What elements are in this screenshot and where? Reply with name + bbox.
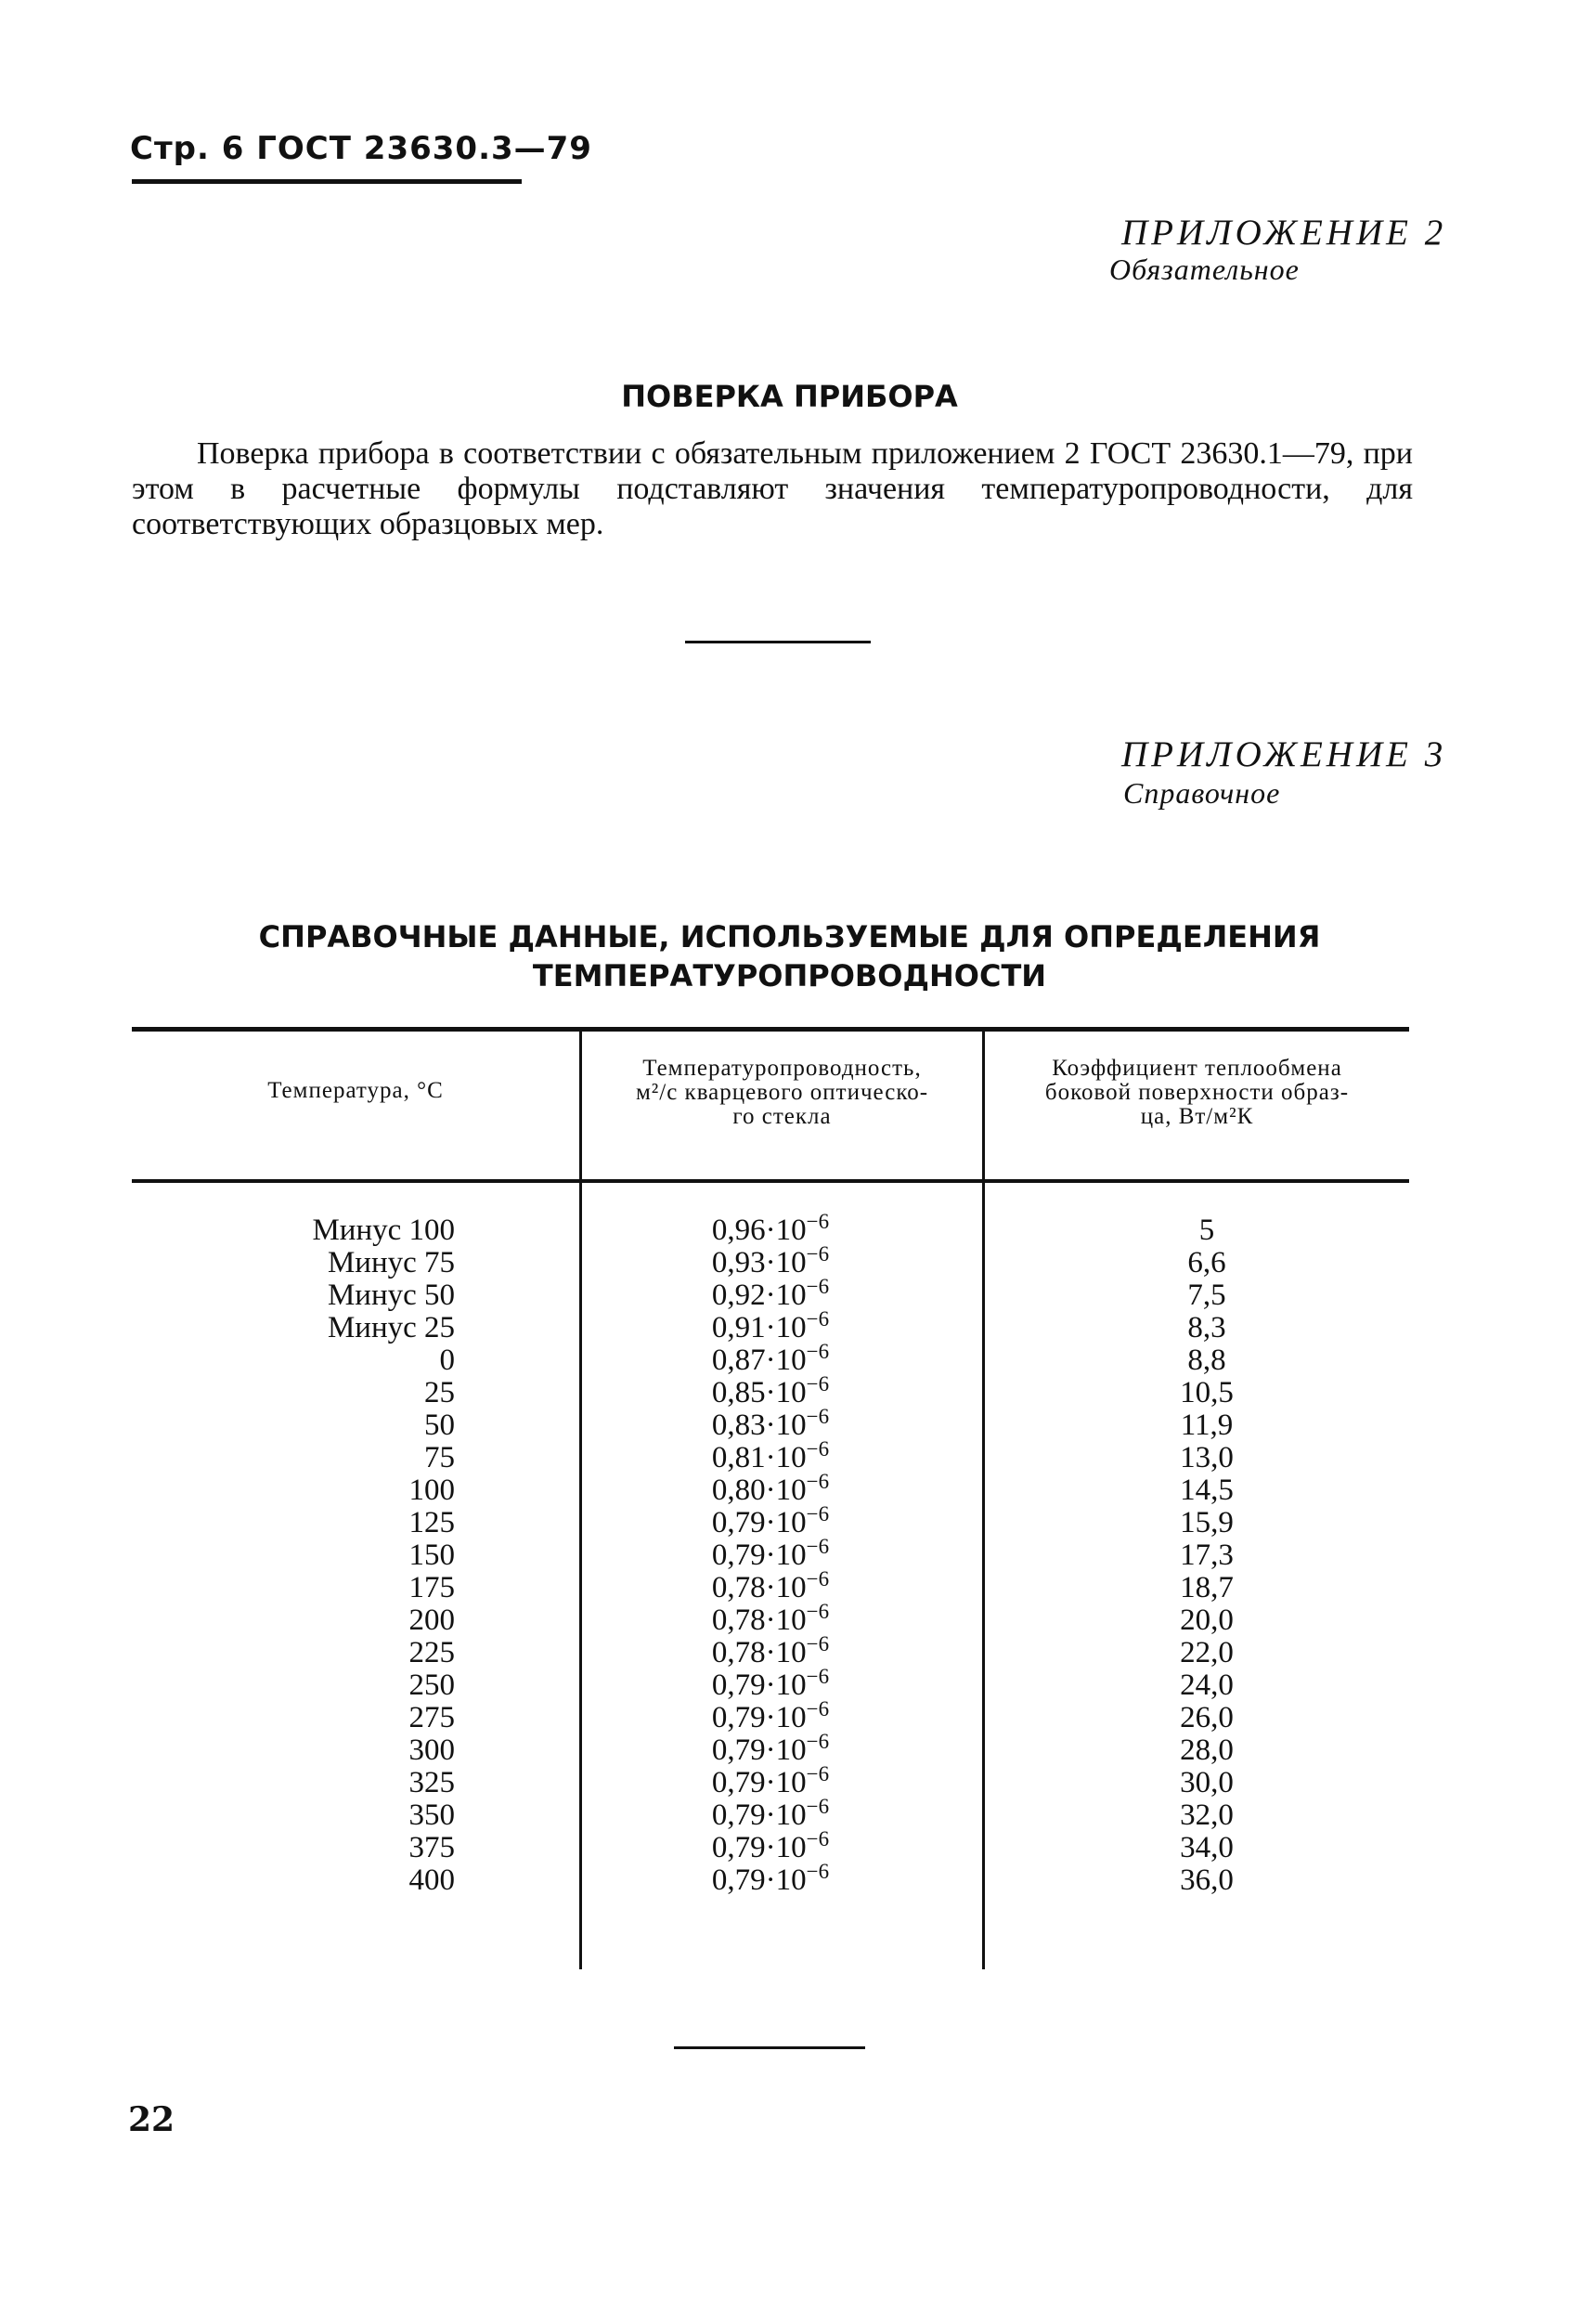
table-header-rule — [132, 1179, 1409, 1183]
diffusivity-exponent: −6 — [806, 1567, 830, 1590]
table-cell-diffusivity — [576, 1762, 965, 1799]
section-separator — [685, 641, 871, 643]
diffusivity-value: 0,79·10 — [711, 1733, 807, 1767]
diffusivity-exponent: −6 — [806, 1405, 830, 1428]
table-cell-temperature: 400 — [408, 1863, 455, 1897]
table-cell-coefficient: 28,0 — [1180, 1733, 1234, 1767]
diffusivity-exponent: −6 — [806, 1600, 830, 1623]
paragraph-text: Поверка прибора в соответствии с обязательным приложением 2 ГОСТ 23630.1—79, при этом в расчетные формулы подставляют значения температуропроводности, для соответствующих образцовых мер. — [132, 436, 1413, 541]
diffusivity-exponent: −6 — [806, 1340, 830, 1363]
diffusivity-exponent: −6 — [806, 1275, 830, 1298]
table-column-divider-2 — [982, 1032, 985, 1969]
table-cell-temperature: Минус 100 — [312, 1214, 455, 1247]
table-cell-diffusivity — [576, 1242, 965, 1279]
table-cell-temperature: 100 — [408, 1474, 455, 1507]
diffusivity-value: 0,78·10 — [711, 1603, 807, 1637]
column-header-diffusivity-line3: го стекла — [732, 1104, 832, 1129]
table-top-rule — [132, 1027, 1409, 1032]
table-cell-coefficient: 5 — [1198, 1214, 1215, 1247]
appendix2-subtitle: Обязательное — [1109, 253, 1300, 286]
appendix3-heading-line2: ТЕМПЕРАТУРОПРОВОДНОСТИ — [532, 958, 1047, 993]
diffusivity-value: 0,87·10 — [711, 1344, 807, 1377]
diffusivity-exponent: −6 — [806, 1632, 830, 1655]
table-cell-coefficient: 10,5 — [1180, 1376, 1234, 1409]
table-cell-temperature: 125 — [408, 1506, 455, 1539]
diffusivity-value: 0,83·10 — [711, 1409, 807, 1442]
running-header: Стр. 6 ГОСТ 23630.3—79 — [130, 130, 592, 167]
table-cell-temperature: 350 — [408, 1798, 455, 1832]
diffusivity-value: 0,96·10 — [711, 1214, 807, 1247]
table-cell-coefficient: 26,0 — [1180, 1701, 1234, 1734]
table-cell-diffusivity — [576, 1600, 965, 1637]
coefficient-column — [1003, 1214, 1411, 1897]
column-header-temperature: Температура, °С — [267, 1078, 444, 1103]
diffusivity-exponent: −6 — [806, 1697, 830, 1720]
table-cell-diffusivity — [576, 1665, 965, 1702]
diffusivity-value: 0,80·10 — [711, 1474, 807, 1507]
diffusivity-value: 0,81·10 — [711, 1441, 807, 1474]
table-cell-diffusivity — [576, 1697, 965, 1734]
diffusivity-value: 0,78·10 — [711, 1571, 807, 1604]
appendix2-paragraph — [132, 436, 1413, 542]
table-cell-coefficient: 13,0 — [1180, 1441, 1234, 1474]
table-cell-coefficient: 20,0 — [1180, 1603, 1234, 1637]
table-cell-coefficient: 24,0 — [1180, 1668, 1234, 1702]
table-cell-temperature: 50 — [424, 1409, 455, 1442]
table-cell-diffusivity — [576, 1502, 965, 1539]
diffusivity-exponent: −6 — [806, 1307, 830, 1331]
column-header-coefficient-line1: Коэффициент теплообмена — [1052, 1056, 1342, 1081]
table-cell-coefficient: 36,0 — [1180, 1863, 1234, 1897]
table-cell-coefficient: 7,5 — [1187, 1279, 1226, 1312]
column-header-diffusivity-line2: м²/с кварцевого оптическо- — [635, 1080, 929, 1105]
table-cell-coefficient: 32,0 — [1180, 1798, 1234, 1832]
table-cell-diffusivity — [576, 1827, 965, 1864]
temperature-column — [232, 1214, 455, 1897]
table-cell-diffusivity — [576, 1860, 965, 1897]
diffusivity-value: 0,92·10 — [711, 1279, 807, 1312]
table-cell-diffusivity — [576, 1730, 965, 1767]
appendix2-title: ПРИЛОЖЕНИЕ 2 — [1121, 213, 1447, 253]
diffusivity-exponent: −6 — [806, 1437, 830, 1461]
table-cell-coefficient: 34,0 — [1180, 1831, 1234, 1864]
table-cell-coefficient: 8,3 — [1187, 1311, 1226, 1344]
column-header-coefficient-line3: ца, Вт/м²К — [1140, 1104, 1254, 1129]
table-cell-diffusivity — [576, 1340, 965, 1377]
diffusivity-exponent: −6 — [806, 1827, 830, 1850]
table-cell-coefficient: 11,9 — [1180, 1409, 1234, 1442]
diffusivity-value: 0,79·10 — [711, 1506, 807, 1539]
column-header-coefficient — [985, 1057, 1409, 1129]
diffusivity-exponent: −6 — [806, 1470, 830, 1493]
table-cell-temperature: 200 — [408, 1603, 455, 1637]
page-number: 22 — [128, 2100, 175, 2139]
table-cell-temperature: 300 — [408, 1733, 455, 1767]
diffusivity-value: 0,78·10 — [711, 1636, 807, 1669]
diffusivity-value: 0,91·10 — [711, 1311, 807, 1344]
table-cell-temperature: 25 — [424, 1376, 455, 1409]
diffusivity-exponent: −6 — [806, 1372, 830, 1396]
table-cell-temperature: Минус 50 — [327, 1279, 455, 1312]
diffusivity-value: 0,85·10 — [711, 1376, 807, 1409]
table-cell-coefficient: 14,5 — [1180, 1474, 1234, 1507]
table-cell-coefficient: 22,0 — [1180, 1636, 1234, 1669]
table-cell-coefficient: 17,3 — [1180, 1539, 1234, 1572]
table-cell-temperature: 225 — [408, 1636, 455, 1669]
table-cell-diffusivity — [576, 1470, 965, 1507]
column-header-diffusivity — [582, 1057, 982, 1129]
appendix3-subtitle: Справочное — [1123, 776, 1281, 810]
table-cell-coefficient: 18,7 — [1180, 1571, 1234, 1604]
table-cell-temperature: 150 — [408, 1539, 455, 1572]
table-cell-diffusivity — [576, 1437, 965, 1474]
diffusivity-exponent: −6 — [806, 1860, 830, 1883]
diffusivity-exponent: −6 — [806, 1502, 830, 1526]
table-cell-diffusivity — [576, 1535, 965, 1572]
diffusivity-exponent: −6 — [806, 1762, 830, 1785]
table-cell-diffusivity — [576, 1632, 965, 1669]
column-header-diffusivity-line1: Температуропроводность, — [642, 1056, 922, 1081]
table-cell-diffusivity — [576, 1567, 965, 1604]
header-underline — [132, 179, 522, 184]
table-cell-diffusivity — [576, 1795, 965, 1832]
appendix3-title: ПРИЛОЖЕНИЕ 3 — [1121, 734, 1447, 774]
diffusivity-value: 0,79·10 — [711, 1766, 807, 1799]
diffusivity-value: 0,93·10 — [711, 1246, 807, 1279]
table-cell-temperature: 250 — [408, 1668, 455, 1702]
table-cell-coefficient: 30,0 — [1180, 1766, 1234, 1799]
table-cell-diffusivity — [576, 1210, 965, 1247]
column-header-coefficient-line2: боковой поверхности образ- — [1044, 1080, 1350, 1105]
diffusivity-value: 0,79·10 — [711, 1701, 807, 1734]
table-cell-diffusivity — [576, 1307, 965, 1344]
table-cell-temperature: 75 — [424, 1441, 455, 1474]
table-cell-diffusivity — [576, 1372, 965, 1409]
diffusivity-exponent: −6 — [806, 1210, 830, 1233]
table-cell-temperature: 175 — [408, 1571, 455, 1604]
diffusivity-column — [576, 1210, 965, 1897]
diffusivity-value: 0,79·10 — [711, 1798, 807, 1832]
appendix2-heading: ПОВЕРКА ПРИБОРА — [621, 379, 958, 414]
diffusivity-exponent: −6 — [806, 1730, 830, 1753]
appendix3-heading-line1: СПРАВОЧНЫЕ ДАННЫЕ, ИСПОЛЬЗУЕМЫЕ ДЛЯ ОПРЕДЕЛЕНИЯ — [258, 919, 1321, 954]
diffusivity-exponent: −6 — [806, 1242, 830, 1266]
table-cell-temperature: Минус 25 — [327, 1311, 455, 1344]
table-cell-diffusivity — [576, 1275, 965, 1312]
diffusivity-value: 0,79·10 — [711, 1539, 807, 1572]
table-cell-temperature: 325 — [408, 1766, 455, 1799]
table-cell-temperature: 275 — [408, 1701, 455, 1734]
diffusivity-value: 0,79·10 — [711, 1668, 807, 1702]
table-cell-coefficient: 6,6 — [1187, 1246, 1226, 1279]
table-cell-temperature: Минус 75 — [327, 1246, 455, 1279]
table-cell-temperature: 375 — [408, 1831, 455, 1864]
diffusivity-value: 0,79·10 — [711, 1863, 807, 1897]
table-cell-temperature: 0 — [439, 1344, 455, 1377]
table-cell-diffusivity — [576, 1405, 965, 1442]
diffusivity-exponent: −6 — [806, 1665, 830, 1688]
end-separator — [674, 2046, 865, 2049]
table-cell-coefficient: 15,9 — [1180, 1506, 1234, 1539]
diffusivity-exponent: −6 — [806, 1535, 830, 1558]
diffusivity-value: 0,79·10 — [711, 1831, 807, 1864]
diffusivity-exponent: −6 — [806, 1795, 830, 1818]
table-cell-coefficient: 8,8 — [1187, 1344, 1226, 1377]
